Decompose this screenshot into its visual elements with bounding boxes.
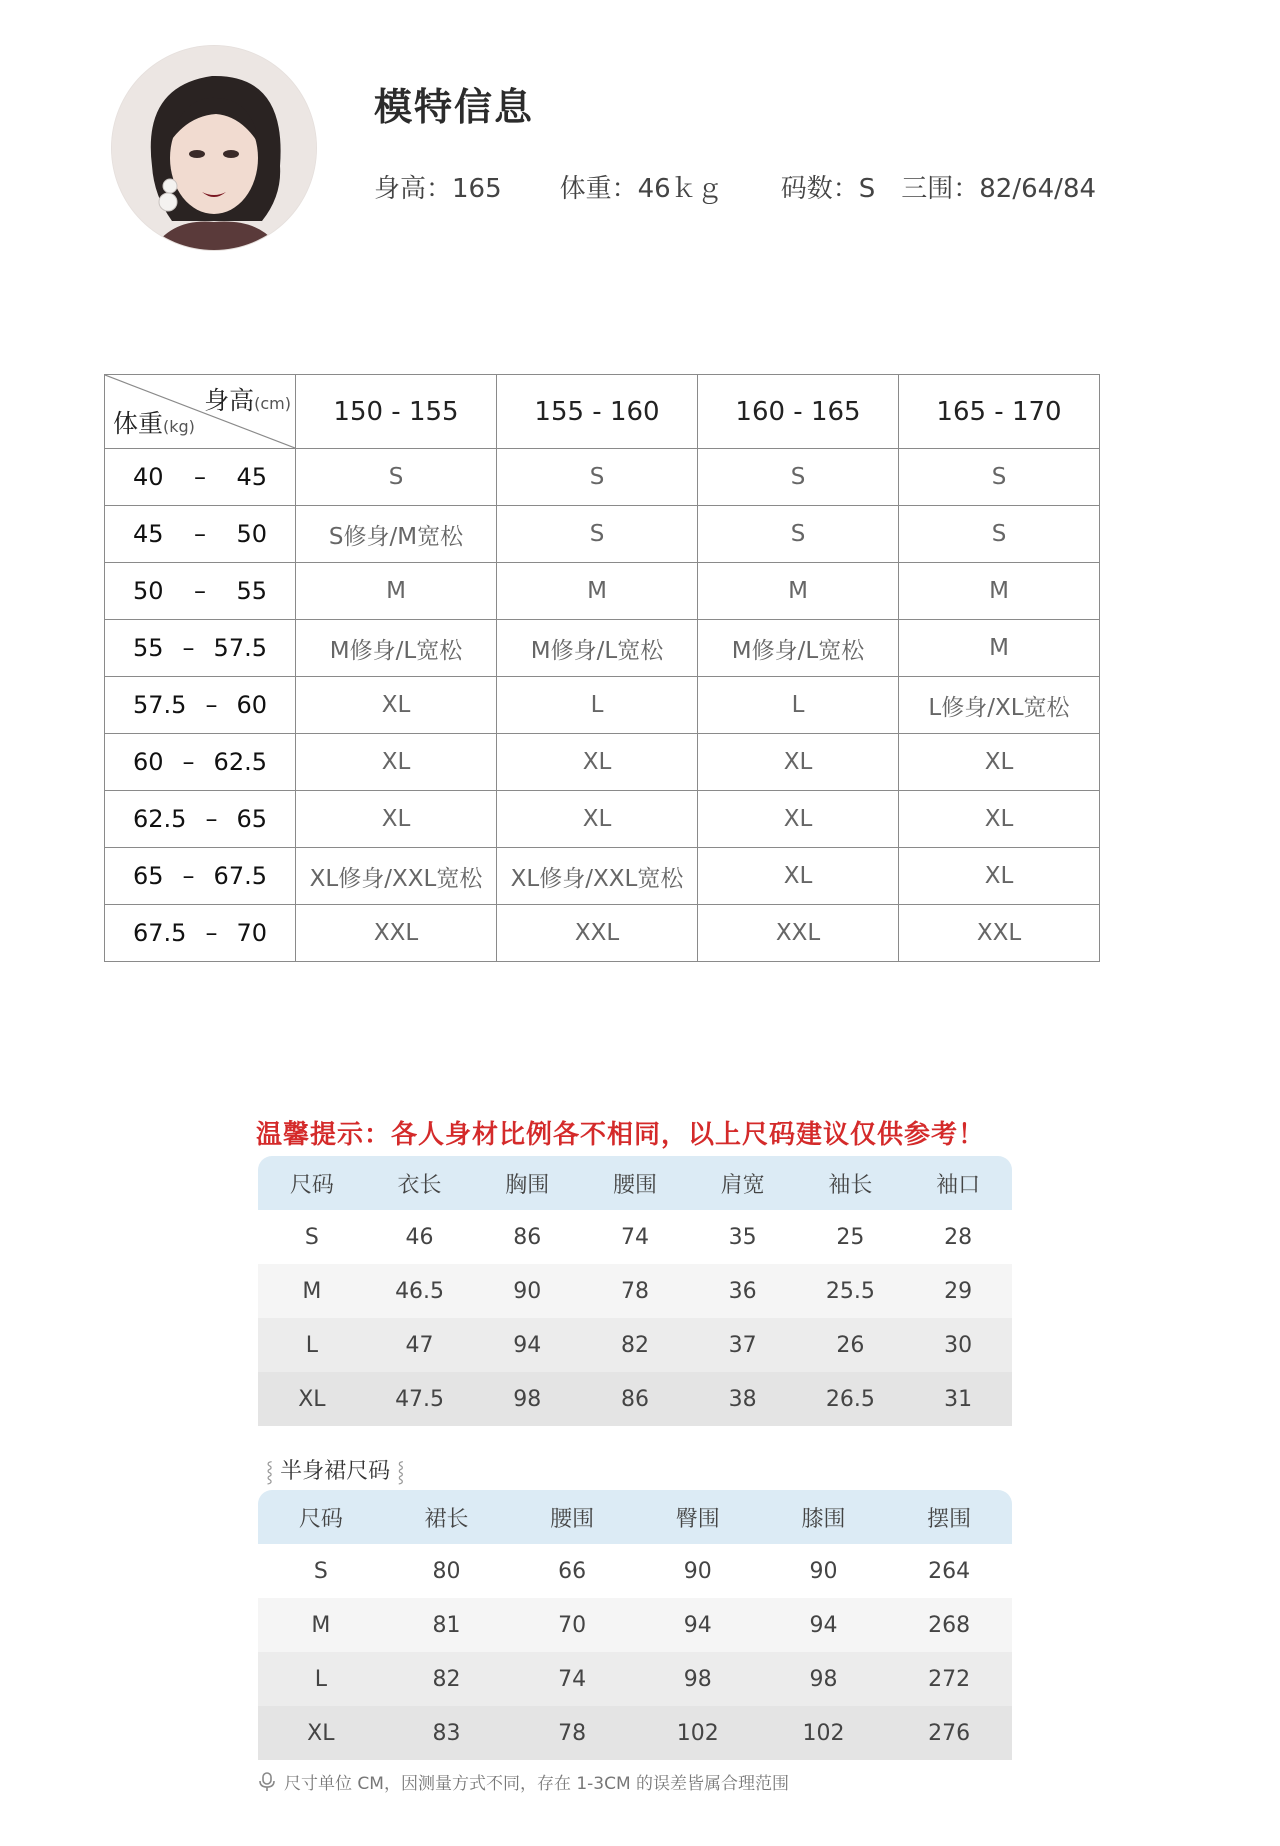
table-cell: 86 — [473, 1210, 581, 1264]
recommended-size-cell: S修身/M宽松 — [296, 506, 497, 563]
column-header: 袖口 — [904, 1156, 1012, 1210]
recommended-size-cell: L修身/XL宽松 — [899, 677, 1100, 734]
recommended-size-cell: L — [698, 677, 899, 734]
table-cell: 28 — [904, 1210, 1012, 1264]
column-header: 腰围 — [509, 1490, 635, 1544]
height-range-header: 160 - 165 — [698, 375, 899, 449]
table-row — [258, 1372, 1012, 1426]
table-cell: 94 — [761, 1598, 887, 1652]
column-header: 腰围 — [581, 1156, 689, 1210]
recommended-size-cell: XL — [899, 734, 1100, 791]
table-cell: 30 — [904, 1318, 1012, 1372]
recommended-size-cell: XXL — [698, 905, 899, 962]
table-cell: 94 — [635, 1598, 761, 1652]
size-guide-row — [105, 791, 1100, 848]
table-cell: S — [258, 1210, 366, 1264]
table-row — [258, 1544, 1012, 1598]
recommended-size-cell: M修身/L宽松 — [698, 620, 899, 677]
table-cell: 81 — [384, 1598, 510, 1652]
recommended-size-cell: S — [899, 506, 1100, 563]
size-guide-row — [105, 734, 1100, 791]
recommended-size-cell: XL — [497, 791, 698, 848]
table-cell: 80 — [384, 1544, 510, 1598]
table-cell: 26.5 — [797, 1372, 905, 1426]
height-range-header: 150 - 155 — [296, 375, 497, 449]
skirt-size-title: ⸾ 半身裙尺码 ⸾ — [266, 1459, 405, 1484]
weight-range-cell: 50 – 55 — [105, 563, 296, 620]
recommended-size-cell: L — [497, 677, 698, 734]
height-range-header: 155 - 160 — [497, 375, 698, 449]
table-cell: 36 — [689, 1264, 797, 1318]
model-avatar — [112, 46, 316, 250]
column-header: 衣长 — [366, 1156, 474, 1210]
recommended-size-cell: M — [698, 563, 899, 620]
table-cell: 90 — [473, 1264, 581, 1318]
recommended-size-cell: M — [899, 620, 1100, 677]
table-cell: 46 — [366, 1210, 474, 1264]
column-header: 臀围 — [635, 1490, 761, 1544]
size-guide-row — [105, 563, 1100, 620]
recommended-size-cell: M — [497, 563, 698, 620]
weight-range-cell: 55 – 57.5 — [105, 620, 296, 677]
table-cell: 47 — [366, 1318, 474, 1372]
microphone-icon — [258, 1772, 276, 1792]
size-guide-table — [104, 374, 1100, 962]
recommended-size-cell: XXL — [497, 905, 698, 962]
table-cell: 94 — [473, 1318, 581, 1372]
column-header: 尺码 — [258, 1156, 366, 1210]
height-range-header: 165 - 170 — [899, 375, 1100, 449]
recommended-size-cell: XL — [899, 848, 1100, 905]
table-cell: 38 — [689, 1372, 797, 1426]
table-row — [258, 1264, 1012, 1318]
model-stats — [374, 168, 1154, 205]
size-guide-row — [105, 677, 1100, 734]
column-header: 裙长 — [384, 1490, 510, 1544]
recommended-size-cell: S — [698, 506, 899, 563]
table-cell: 90 — [635, 1544, 761, 1598]
table-cell: 83 — [384, 1706, 510, 1760]
recommended-size-cell: XL — [296, 677, 497, 734]
recommended-size-cell: S — [497, 449, 698, 506]
table-cell: 74 — [509, 1652, 635, 1706]
size-guide-corner — [105, 375, 296, 449]
table-cell: XL — [258, 1706, 384, 1760]
weight-range-cell: 62.5 – 65 — [105, 791, 296, 848]
column-header: 膝围 — [761, 1490, 887, 1544]
skirt-measurement-table — [258, 1490, 1012, 1760]
weight-range-cell: 45 – 50 — [105, 506, 296, 563]
table-cell: 82 — [581, 1318, 689, 1372]
size-guide-row — [105, 620, 1100, 677]
recommended-size-cell: XL修身/XXL宽松 — [497, 848, 698, 905]
size-guide-row — [105, 905, 1100, 962]
table-cell: M — [258, 1264, 366, 1318]
weight-range-cell: 65 – 67.5 — [105, 848, 296, 905]
table-cell: 47.5 — [366, 1372, 474, 1426]
table-cell: 268 — [886, 1598, 1012, 1652]
table-cell: 90 — [761, 1544, 887, 1598]
table-row — [258, 1598, 1012, 1652]
table-cell: 272 — [886, 1652, 1012, 1706]
recommended-size-cell: M — [899, 563, 1100, 620]
table-cell: 70 — [509, 1598, 635, 1652]
table-cell: 98 — [635, 1652, 761, 1706]
recommended-size-cell: M — [296, 563, 497, 620]
table-cell: L — [258, 1652, 384, 1706]
recommended-size-cell: XL修身/XXL宽松 — [296, 848, 497, 905]
weight-range-cell: 40 – 45 — [105, 449, 296, 506]
model-portrait-image — [112, 46, 316, 250]
recommended-size-cell: XL — [698, 848, 899, 905]
model-info-title: 模特信息 — [374, 85, 535, 129]
column-header: 肩宽 — [689, 1156, 797, 1210]
size-guide-row — [105, 506, 1100, 563]
recommended-size-cell: XL — [497, 734, 698, 791]
table-cell: 31 — [904, 1372, 1012, 1426]
table-cell: 82 — [384, 1652, 510, 1706]
model-size: 码数：S — [780, 174, 876, 204]
recommended-size-cell: XL — [698, 734, 899, 791]
size-guide-row — [105, 848, 1100, 905]
table-row — [258, 1210, 1012, 1264]
table-cell: L — [258, 1318, 366, 1372]
model-measurements: 三围：82/64/84 — [901, 174, 1097, 204]
table-row — [258, 1318, 1012, 1372]
table-cell: M — [258, 1598, 384, 1652]
table-cell: S — [258, 1544, 384, 1598]
recommended-size-cell: S — [497, 506, 698, 563]
table-row — [258, 1706, 1012, 1760]
table-cell: 74 — [581, 1210, 689, 1264]
column-header: 尺码 — [258, 1490, 384, 1544]
recommended-size-cell: M修身/L宽松 — [296, 620, 497, 677]
table-cell: 26 — [797, 1318, 905, 1372]
recommended-size-cell: XXL — [296, 905, 497, 962]
column-header: 胸围 — [473, 1156, 581, 1210]
model-weight: 体重：46ｋｇ — [559, 174, 723, 204]
table-cell: 264 — [886, 1544, 1012, 1598]
weight-range-cell: 67.5 – 70 — [105, 905, 296, 962]
table-cell: 35 — [689, 1210, 797, 1264]
recommended-size-cell: XXL — [899, 905, 1100, 962]
recommended-size-cell: S — [899, 449, 1100, 506]
table-cell: 98 — [473, 1372, 581, 1426]
table-cell: 276 — [886, 1706, 1012, 1760]
measurement-footnote: 尺寸单位 CM，因测量方式不同，存在 1-3CM 的误差皆属合理范围 — [258, 1769, 789, 1794]
table-cell: 78 — [581, 1264, 689, 1318]
table-cell: 29 — [904, 1264, 1012, 1318]
recommended-size-cell: S — [296, 449, 497, 506]
table-row — [258, 1652, 1012, 1706]
table-cell: 66 — [509, 1544, 635, 1598]
table-cell: 78 — [509, 1706, 635, 1760]
column-header: 袖长 — [797, 1156, 905, 1210]
corner-height-label: 身高(cm) — [204, 386, 291, 415]
table-cell: 46.5 — [366, 1264, 474, 1318]
recommended-size-cell: XL — [899, 791, 1100, 848]
recommended-size-cell: M修身/L宽松 — [497, 620, 698, 677]
corner-weight-label: 体重(kg) — [113, 409, 195, 438]
recommended-size-cell: XL — [698, 791, 899, 848]
table-cell: 102 — [761, 1706, 887, 1760]
size-warning-text: 温馨提示：各人身材比例各不相同，以上尺码建议仅供参考！ — [256, 1120, 986, 1150]
column-header: 摆围 — [886, 1490, 1012, 1544]
table-cell: 98 — [761, 1652, 887, 1706]
recommended-size-cell: S — [698, 449, 899, 506]
weight-range-cell: 60 – 62.5 — [105, 734, 296, 791]
recommended-size-cell: XL — [296, 734, 497, 791]
table-cell: 37 — [689, 1318, 797, 1372]
weight-range-cell: 57.5 – 60 — [105, 677, 296, 734]
table-cell: 25.5 — [797, 1264, 905, 1318]
table-cell: 102 — [635, 1706, 761, 1760]
table-cell: 25 — [797, 1210, 905, 1264]
model-height: 身高：165 — [374, 174, 502, 204]
table-cell: XL — [258, 1372, 366, 1426]
top-measurement-table — [258, 1156, 1012, 1426]
recommended-size-cell: XL — [296, 791, 497, 848]
table-cell: 86 — [581, 1372, 689, 1426]
size-guide-row — [105, 449, 1100, 506]
